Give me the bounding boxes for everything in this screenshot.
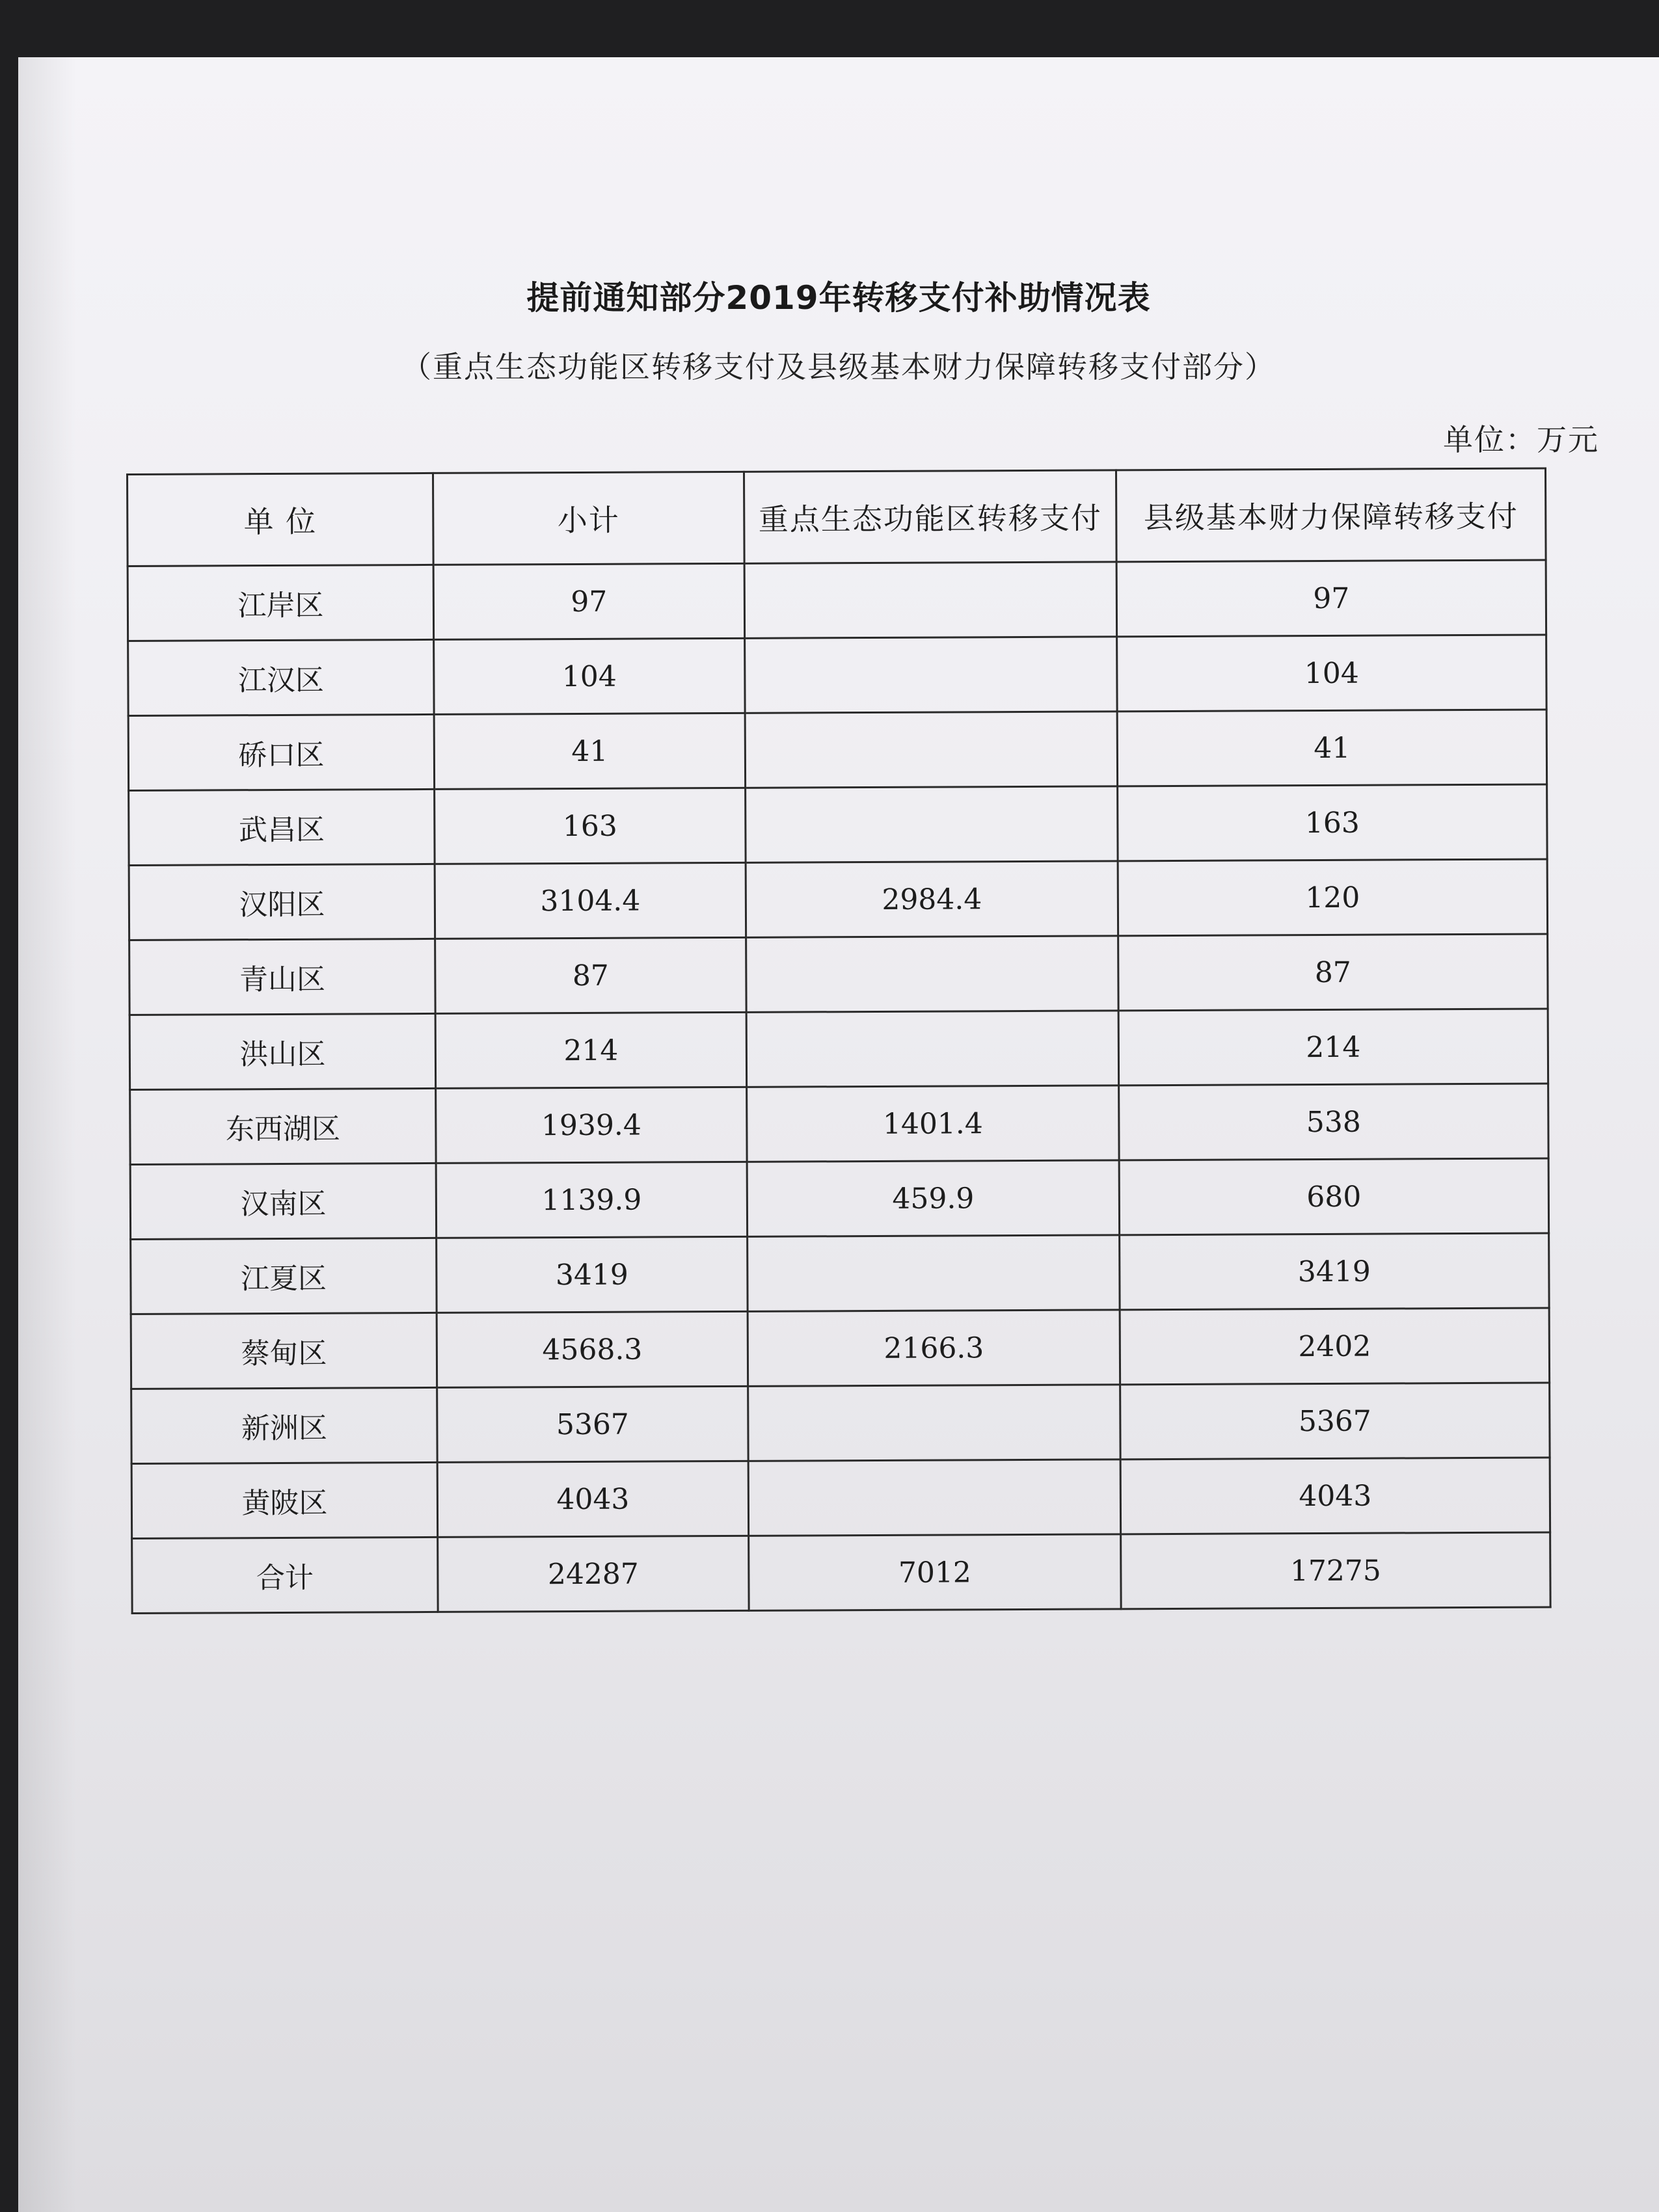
subtotal-cell: 214 — [435, 1012, 746, 1088]
total-row — [132, 1532, 1550, 1614]
eco-transfer-cell — [744, 562, 1116, 638]
table-row — [128, 560, 1546, 641]
base-transfer-cell: 17275 — [1121, 1532, 1550, 1609]
base-transfer-cell: 538 — [1119, 1084, 1548, 1160]
eco-transfer-cell: 1401.4 — [747, 1086, 1119, 1162]
district-cell: 新洲区 — [131, 1387, 437, 1463]
base-transfer-cell: 3419 — [1120, 1233, 1549, 1310]
district-cell: 东西湖区 — [130, 1088, 436, 1164]
base-transfer-cell: 163 — [1118, 784, 1547, 861]
paper-sheet — [18, 57, 1659, 2212]
district-cell: 汉阳区 — [129, 864, 435, 940]
eco-transfer-cell — [746, 936, 1118, 1012]
base-transfer-cell: 680 — [1119, 1158, 1548, 1235]
header-row — [128, 468, 1546, 566]
district-cell: 洪山区 — [129, 1013, 435, 1089]
subtotal-cell: 97 — [433, 563, 744, 639]
eco-transfer-cell: 7012 — [749, 1534, 1121, 1610]
subtotal-cell: 4568.3 — [437, 1311, 748, 1387]
document-subtitle: （重点生态功能区转移支付及县级基本财力保障转移支付部分） — [401, 349, 1276, 384]
eco-transfer-cell — [748, 1459, 1120, 1536]
subtotal-cell: 104 — [434, 638, 745, 714]
eco-transfer-cell: 459.9 — [747, 1160, 1119, 1236]
header-unit: 单 位 — [128, 473, 434, 566]
table-row — [130, 1158, 1548, 1240]
subtotal-cell: 4043 — [437, 1461, 748, 1537]
subtotal-cell: 41 — [434, 713, 745, 789]
eco-transfer-cell — [746, 786, 1118, 862]
base-transfer-cell: 2402 — [1120, 1308, 1549, 1385]
district-cell: 江汉区 — [128, 639, 434, 715]
eco-transfer-cell — [746, 1011, 1118, 1087]
table-row — [128, 710, 1546, 791]
subsidy-table — [126, 467, 1552, 1614]
base-transfer-cell: 104 — [1117, 635, 1546, 712]
subtotal-cell: 5367 — [437, 1386, 748, 1462]
district-cell: 合计 — [132, 1537, 438, 1613]
table-row — [129, 1009, 1548, 1090]
base-transfer-cell: 87 — [1118, 934, 1548, 1011]
unit-label: 单位：万元 — [1443, 422, 1599, 457]
table-row — [128, 635, 1546, 716]
base-transfer-cell: 41 — [1117, 710, 1546, 786]
eco-transfer-cell — [745, 637, 1117, 713]
table-row — [131, 1383, 1550, 1464]
district-cell: 江岸区 — [128, 565, 433, 641]
base-transfer-cell: 5367 — [1120, 1383, 1550, 1459]
subtotal-cell: 1939.4 — [436, 1087, 747, 1163]
district-cell: 青山区 — [129, 939, 435, 1015]
table-row — [131, 1308, 1549, 1389]
base-transfer-cell: 214 — [1118, 1009, 1548, 1086]
document-title: 提前通知部分2019年转移支付补助情况表 — [526, 279, 1151, 317]
eco-transfer-cell: 2166.3 — [748, 1310, 1120, 1386]
eco-transfer-cell — [748, 1385, 1120, 1461]
table-row — [129, 934, 1548, 1015]
subtotal-cell: 87 — [435, 937, 746, 1013]
table-row — [131, 1458, 1550, 1539]
table-body — [128, 560, 1550, 1613]
subtotal-cell: 3419 — [437, 1236, 748, 1313]
subtotal-cell: 24287 — [438, 1536, 749, 1612]
district-cell: 黄陂区 — [131, 1462, 437, 1538]
eco-transfer-cell: 2984.4 — [746, 861, 1118, 937]
district-cell: 江夏区 — [131, 1238, 437, 1314]
header-eco-transfer: 重点生态功能区转移支付 — [744, 470, 1116, 563]
table-row — [129, 784, 1547, 866]
eco-transfer-cell — [748, 1235, 1120, 1311]
header-subtotal: 小计 — [433, 472, 745, 565]
table-row — [131, 1233, 1549, 1314]
subtotal-cell: 163 — [435, 788, 746, 864]
base-transfer-cell: 120 — [1118, 859, 1547, 936]
header-base-transfer: 县级基本财力保障转移支付 — [1116, 468, 1546, 562]
district-cell: 武昌区 — [129, 789, 435, 865]
district-cell: 蔡甸区 — [131, 1313, 437, 1389]
eco-transfer-cell — [745, 712, 1117, 788]
district-cell: 硚口区 — [128, 714, 434, 790]
subtotal-cell: 1139.9 — [436, 1162, 747, 1238]
table-row — [130, 1084, 1548, 1165]
base-transfer-cell: 97 — [1116, 560, 1546, 637]
base-transfer-cell: 4043 — [1120, 1458, 1550, 1534]
subtotal-cell: 3104.4 — [435, 862, 746, 939]
district-cell: 汉南区 — [130, 1163, 436, 1239]
table-row — [129, 859, 1547, 940]
